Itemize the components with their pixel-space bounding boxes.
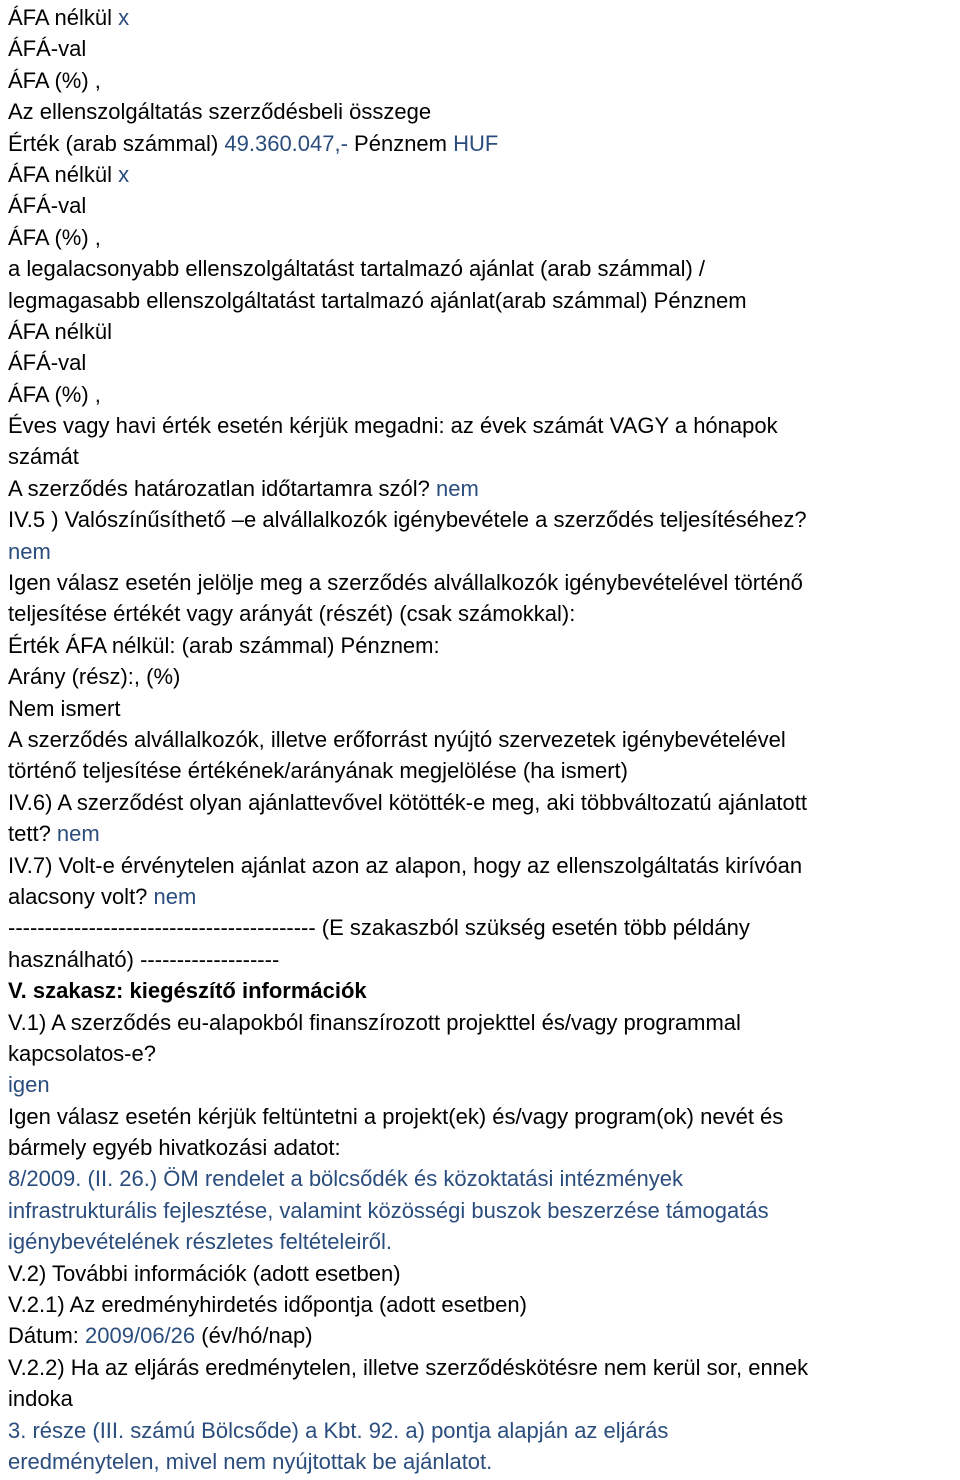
field-label: IV.5 ) Valószínűsíthető –e alvállalkozók igénybevétele a szerződés teljesítéséhez? bbox=[8, 507, 807, 533]
document-line bbox=[8, 65, 952, 96]
field-label: IV.6) A szerződést olyan ajánlattevővel kötötték-e meg, aki többváltozatú ajánlatott bbox=[8, 789, 808, 815]
field-value: nem bbox=[8, 538, 51, 564]
field-label: Dátum: bbox=[8, 1323, 86, 1349]
document-line bbox=[8, 1007, 952, 1038]
document-line bbox=[8, 693, 952, 724]
field-label: bármely egyéb hivatkozási adatot: bbox=[8, 1135, 341, 1161]
field-label: ÁFA (%) , bbox=[8, 67, 101, 93]
field-label: V.1) A szerződés eu-alapokból finanszírozott projekttel és/vagy programmal bbox=[8, 1009, 741, 1035]
field-label: ÁFÁ-val bbox=[8, 193, 87, 219]
field-value: infrastrukturális fejlesztése, valamint közösségi buszok beszerzése támogatás bbox=[8, 1197, 769, 1223]
field-value: nem bbox=[153, 883, 197, 909]
field-label: Az ellenszolgáltatás szerződésbeli összege bbox=[8, 99, 432, 125]
field-value: 3. része (III. számú Bölcsőde) a Kbt. 92. a) pontja alapján az eljárás bbox=[8, 1417, 669, 1443]
document-line bbox=[8, 755, 952, 786]
document-line bbox=[8, 1195, 952, 1226]
field-value: x bbox=[118, 161, 130, 187]
field-label: használható) ------------------- bbox=[8, 946, 280, 972]
field-label: (év/hó/nap) bbox=[195, 1323, 313, 1349]
field-value: eredménytelen, mivel nem nyújtottak be ajánlatot. bbox=[8, 1448, 493, 1474]
field-label: Érték (arab számmal) bbox=[8, 130, 225, 156]
document-line bbox=[8, 787, 952, 818]
document-line bbox=[8, 222, 952, 253]
field-label: Igen válasz esetén kérjük feltüntetni a projekt(ek) és/vagy program(ok) nevét és bbox=[8, 1103, 784, 1129]
field-value: HUF bbox=[453, 130, 499, 156]
field-label: Éves vagy havi érték esetén kérjük megadni: az évek számát VAGY a hónapok bbox=[8, 413, 778, 439]
document-line bbox=[8, 1038, 952, 1069]
document-line bbox=[8, 1101, 952, 1132]
field-value: nem bbox=[436, 475, 479, 501]
document-line bbox=[8, 2, 952, 33]
document-line bbox=[8, 661, 952, 692]
document-line bbox=[8, 1383, 952, 1414]
field-value: igen bbox=[8, 1072, 50, 1098]
field-label: IV.7) Volt-e érvénytelen ajánlat azon az alapon, hogy az ellenszolgáltatás kirívóan bbox=[8, 852, 803, 878]
document-line bbox=[8, 724, 952, 755]
document-line bbox=[8, 316, 952, 347]
document-line bbox=[8, 536, 952, 567]
field-label: Igen válasz esetén jelölje meg a szerződés alvállalkozók igénybevételével történő bbox=[8, 570, 803, 596]
document-line bbox=[8, 504, 952, 535]
document-line bbox=[8, 473, 952, 504]
field-label: a legalacsonyabb ellenszolgáltatást tartalmazó ajánlat (arab számmal) / bbox=[8, 256, 706, 282]
field-label: Érték ÁFA nélkül: (arab számmal) Pénznem: bbox=[8, 632, 440, 658]
field-label: indoka bbox=[8, 1386, 73, 1412]
document-line bbox=[8, 285, 952, 316]
field-label: A szerződés alvállalkozók, illetve erőforrást nyújtó szervezetek igénybevételével bbox=[8, 726, 786, 752]
document-line bbox=[8, 598, 952, 629]
field-label: ÁFA nélkül bbox=[8, 5, 119, 30]
field-label: kapcsolatos-e? bbox=[8, 1040, 156, 1066]
field-label: történő teljesítése értékének/arányának megjelölése (ha ismert) bbox=[8, 758, 628, 784]
document-line bbox=[8, 1069, 952, 1100]
field-value: 49.360.047,- bbox=[224, 130, 348, 156]
field-label: ÁFÁ-val bbox=[8, 350, 87, 376]
document-line bbox=[8, 159, 952, 190]
field-label: teljesítése értékét vagy arányát (részét) (csak számokkal): bbox=[8, 601, 576, 627]
document-line bbox=[8, 190, 952, 221]
field-label: Arány (rész):, (%) bbox=[8, 664, 181, 690]
field-label: V.2) További információk (adott esetben) bbox=[8, 1260, 401, 1286]
field-label: ÁFA nélkül bbox=[8, 161, 119, 187]
document-line bbox=[8, 1446, 952, 1477]
field-label: számát bbox=[8, 444, 79, 470]
field-label: V. szakasz: kiegészítő információk bbox=[8, 978, 367, 1004]
document-line bbox=[8, 347, 952, 378]
field-label: ------------------------------------------ (E szakaszból szükség esetén több példány bbox=[8, 915, 750, 941]
document-line bbox=[8, 441, 952, 472]
field-label: Pénznem bbox=[347, 130, 454, 156]
field-label: ÁFÁ-val bbox=[8, 36, 87, 62]
document-line bbox=[8, 33, 952, 64]
document-line bbox=[8, 410, 952, 441]
field-label: ÁFA (%) , bbox=[8, 224, 101, 250]
document-line bbox=[8, 1415, 952, 1446]
document-line bbox=[8, 128, 952, 159]
document-line bbox=[8, 1352, 952, 1383]
field-label: ÁFA nélkül bbox=[8, 318, 112, 344]
document-line bbox=[8, 1320, 952, 1351]
document-line bbox=[8, 944, 952, 975]
field-label: ÁFA (%) , bbox=[8, 381, 101, 407]
document-line bbox=[8, 1163, 952, 1194]
document-line bbox=[8, 850, 952, 881]
section-heading bbox=[8, 975, 952, 1006]
document-line bbox=[8, 912, 952, 943]
field-label: V.2.1) Az eredményhirdetés időpontja (adott esetben) bbox=[8, 1292, 527, 1318]
document-line bbox=[8, 630, 952, 661]
document-line bbox=[8, 1226, 952, 1257]
document-line bbox=[8, 1132, 952, 1163]
document-line bbox=[8, 253, 952, 284]
document-line bbox=[8, 881, 952, 912]
field-label: tett? bbox=[8, 821, 57, 847]
document-line bbox=[8, 567, 952, 598]
field-label: V.2.2) Ha az eljárás eredménytelen, illetve szerződéskötésre nem kerül sor, ennek bbox=[8, 1354, 809, 1380]
field-value: nem bbox=[56, 821, 100, 847]
field-value: x bbox=[118, 5, 130, 30]
document-line bbox=[8, 96, 952, 127]
field-label: alacsony volt? bbox=[8, 883, 154, 909]
field-label: A szerződés határozatlan időtartamra szól? bbox=[8, 475, 437, 501]
field-label: Nem ismert bbox=[8, 695, 121, 721]
document-line bbox=[8, 379, 952, 410]
document-line bbox=[8, 1289, 952, 1320]
field-label: legmagasabb ellenszolgáltatást tartalmazó ajánlat(arab számmal) Pénznem bbox=[8, 287, 747, 313]
field-value: igénybevételének részletes feltételeiről. bbox=[8, 1229, 393, 1255]
document-line bbox=[8, 818, 952, 849]
field-value: 8/2009. (II. 26.) ÖM rendelet a bölcsődék és közoktatási intézmények bbox=[8, 1166, 684, 1192]
document-line bbox=[8, 1258, 952, 1289]
field-value: 2009/06/26 bbox=[85, 1323, 196, 1349]
